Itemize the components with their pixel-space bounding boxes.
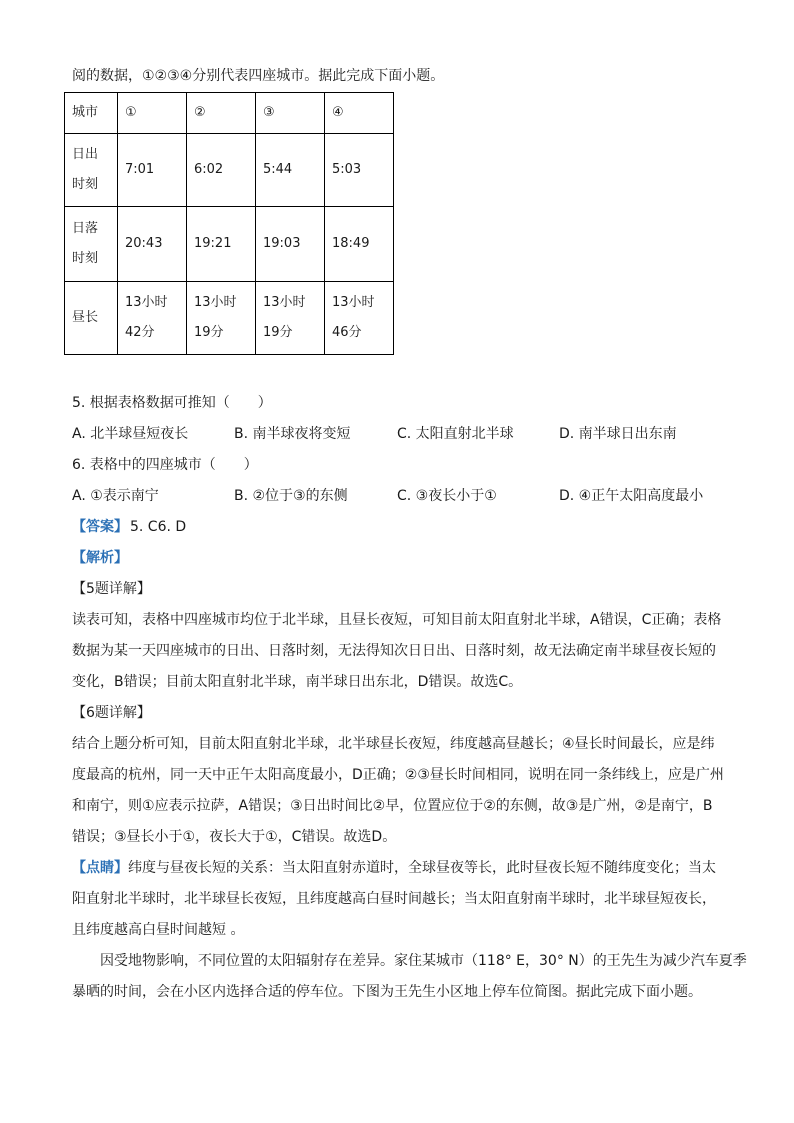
option-d: D. ④正午太阳高度最小 bbox=[559, 488, 704, 504]
table-cell: 13小时 19分 bbox=[187, 282, 256, 355]
analysis-heading bbox=[72, 543, 732, 574]
option-c: C. ③夜长小于① bbox=[397, 488, 497, 504]
city-data-table bbox=[64, 92, 394, 355]
table-cell: 13小时 19分 bbox=[256, 282, 325, 355]
table-cell: ④ bbox=[325, 93, 394, 134]
table-cell: ③ bbox=[256, 93, 325, 134]
option-b: B. 南半球夜将变短 bbox=[234, 426, 351, 442]
table-row-daylength bbox=[65, 282, 394, 355]
question-5-options bbox=[72, 419, 732, 450]
table-cell: 5:44 bbox=[256, 134, 325, 207]
table-cell: 18:49 bbox=[325, 207, 394, 282]
paragraph-line: 结合上题分析可知，目前太阳直射北半球，北半球昼长夜短，纬度越高昼越长；④昼长时间最长，应是纬 bbox=[72, 736, 715, 752]
question-5-stem: 5. 根据表格数据可推知（ ） bbox=[72, 395, 272, 411]
table-cell: 城市 bbox=[65, 93, 118, 134]
table-cell: 13小时 42分 bbox=[118, 282, 187, 355]
option-a: A. ①表示南宁 bbox=[72, 488, 159, 504]
next-section-intro bbox=[72, 946, 747, 1008]
paragraph-line: 读表可知，表格中四座城市均位于北半球，且昼长夜短，可知目前太阳直射北半球，A错误，C正确；表格 bbox=[72, 612, 722, 628]
option-b: B. ②位于③的东侧 bbox=[234, 488, 348, 504]
table-cell: 19:03 bbox=[256, 207, 325, 282]
table-cell: 昼长 bbox=[65, 282, 118, 355]
intro-text: 阅的数据，①②③④分别代表四座城市。据此完成下面小题。 bbox=[72, 68, 445, 84]
question-6-options bbox=[72, 481, 732, 512]
table-row-sunset bbox=[65, 207, 394, 282]
paragraph-line: 阳直射北半球时，北半球昼长夜短，且纬度越高白昼时间越长；当太阳直射南半球时，北半球昼短夜长， bbox=[72, 891, 716, 907]
document-page bbox=[72, 62, 747, 1008]
tip-text: 纬度与昼夜长短的关系：当太阳直射赤道时，全球昼夜等长，此时昼夜长短不随纬度变化；当太 bbox=[128, 860, 716, 876]
detail-5-body bbox=[72, 605, 732, 698]
paragraph-line: 度最高的杭州，同一天中正午太阳高度最小，D正确；②③昼长时间相同，说明在同一条纬线上，应是广州 bbox=[72, 767, 724, 783]
option-c: C. 太阳直射北半球 bbox=[397, 426, 514, 442]
table-cell: ② bbox=[187, 93, 256, 134]
detail-6-body bbox=[72, 729, 732, 853]
paragraph-line: 和南宁，则①应表示拉萨，A错误；③日出时间比②早，位置应位于②的东侧，故③是广州，②是南宁，B bbox=[72, 798, 713, 814]
table-cell: 5:03 bbox=[325, 134, 394, 207]
paragraph-line: 变化，B错误；目前太阳直射北半球，南半球日出东北，D错误。故选C。 bbox=[72, 674, 523, 690]
answer-tag: 【答案】 bbox=[72, 519, 128, 535]
paragraph-line: 因受地物影响，不同位置的太阳辐射存在差异。家住某城市（118° E，30° N）的王先生为减少汽车夏季 bbox=[100, 953, 747, 969]
option-a: A. 北半球昼短夜长 bbox=[72, 426, 189, 442]
analysis-tag: 【解析】 bbox=[72, 550, 128, 566]
paragraph-line: 且纬度越高白昼时间越短 。 bbox=[72, 922, 245, 938]
tip-body bbox=[72, 853, 732, 946]
table-cell: 20:43 bbox=[118, 207, 187, 282]
table-cell: ① bbox=[118, 93, 187, 134]
detail-6-heading: 【6题详解】 bbox=[72, 705, 151, 721]
paragraph-line bbox=[72, 853, 732, 884]
table-cell: 6:02 bbox=[187, 134, 256, 207]
table-row-header bbox=[65, 93, 394, 134]
question-6-stem: 6. 表格中的四座城市（ ） bbox=[72, 457, 258, 473]
table-cell: 19:21 bbox=[187, 207, 256, 282]
table-cell: 13小时 46分 bbox=[325, 282, 394, 355]
paragraph-line: 暴晒的时间，会在小区内选择合适的停车位。下图为王先生小区地上停车位简图。据此完成下面小题。 bbox=[72, 984, 702, 1000]
paragraph-line: 数据为某一天四座城市的日出、日落时刻，无法得知次日日出、日落时刻，故无法确定南半球昼夜长短的 bbox=[72, 643, 716, 659]
paragraph-line: 错误；③昼长小于①，夜长大于①，C错误。故选D。 bbox=[72, 829, 397, 845]
detail-5-heading: 【5题详解】 bbox=[72, 581, 151, 597]
table-cell: 日落 时刻 bbox=[65, 207, 118, 282]
answer-value: 5. C6. D bbox=[130, 519, 187, 535]
table-cell: 日出 时刻 bbox=[65, 134, 118, 207]
option-d: D. 南半球日出东南 bbox=[559, 426, 677, 442]
tip-tag: 【点睛】 bbox=[72, 860, 128, 876]
table-row-sunrise bbox=[65, 134, 394, 207]
answer-line bbox=[72, 512, 732, 543]
table-cell: 7:01 bbox=[118, 134, 187, 207]
